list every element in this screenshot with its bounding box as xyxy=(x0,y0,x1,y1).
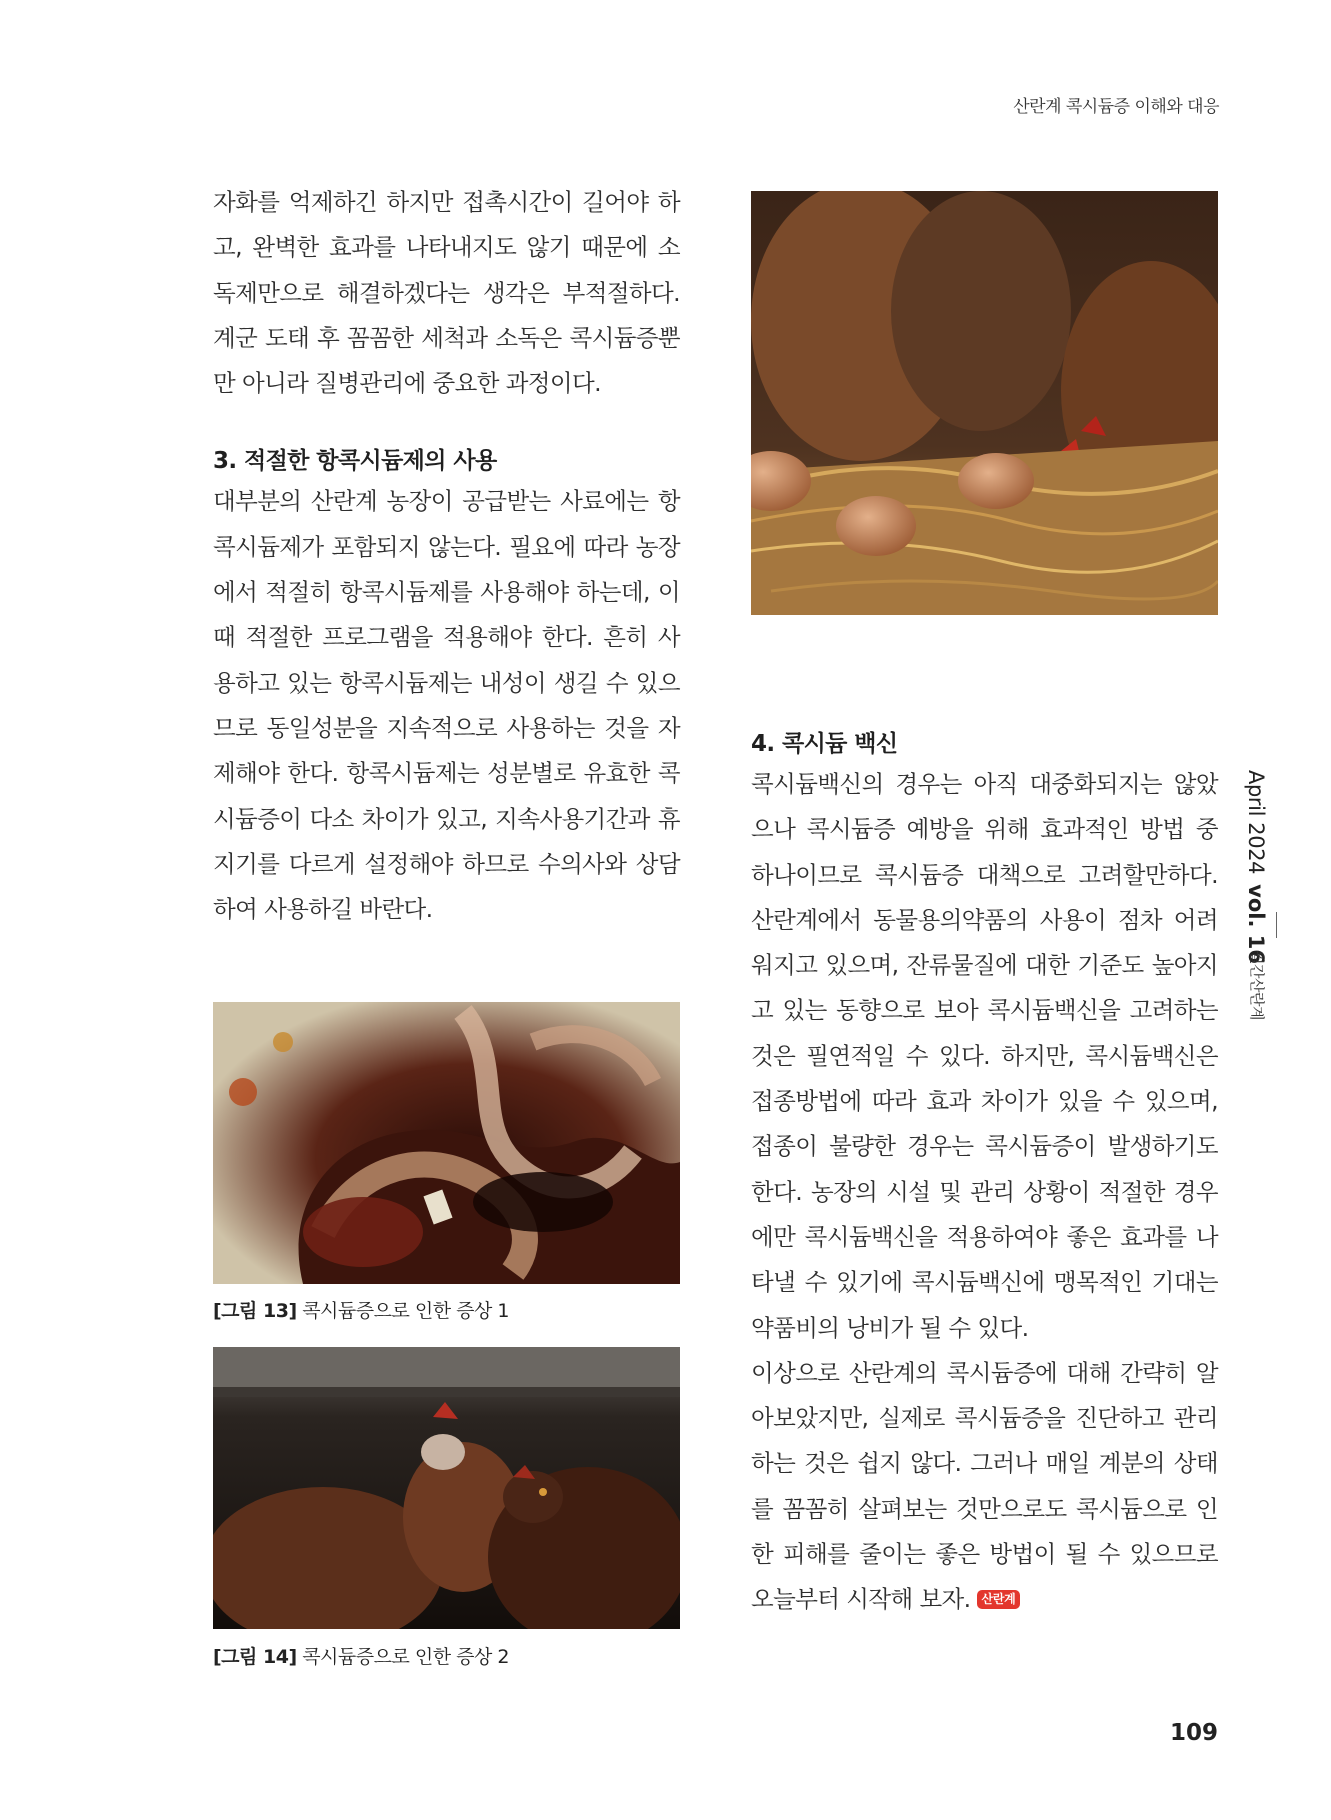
conclusion-text: 이상으로 산란계의 콕시듐증에 대해 간략히 알아보았지만, 실제로 콕시듐증을 진단하고 관리하는 것은 쉽지 않다. 그러나 매일 계분의 상태를 꼼꼼히 살펴보는 것만으로도 콕시듐으로 인한 피해를 줄이는 좋은 방법이 될 수 있으므로 오늘부터 시작해 보자. xyxy=(751,1358,1218,1614)
page-number: 109 xyxy=(1169,1720,1218,1746)
conclusion-paragraph xyxy=(751,1351,1218,1623)
left-column xyxy=(213,180,680,932)
right-column xyxy=(751,725,1218,1623)
figure-13-text: 콕시듐증으로 인한 증상 1 xyxy=(302,1300,509,1322)
hens-eggs-photo xyxy=(751,191,1218,615)
figure-13-photo xyxy=(213,1002,680,1284)
figure-14-photo xyxy=(213,1347,680,1629)
section4-heading: 4. 콕시듐 백신 xyxy=(751,731,898,757)
figure-14-text: 콕시듐증으로 인한 증상 2 xyxy=(302,1646,509,1668)
running-title: 산란계 콕시듐증 이해와 대응 xyxy=(1013,97,1219,117)
figure-14-caption xyxy=(213,1642,509,1669)
magazine-name: 월간산란계 xyxy=(1248,950,1266,1020)
side-divider xyxy=(1276,912,1277,938)
issue-volume: vol. 16 xyxy=(1244,884,1268,964)
issue-marker xyxy=(1244,770,1268,964)
figure-13-caption xyxy=(213,1296,509,1323)
intro-paragraph: 자화를 억제하긴 하지만 접촉시간이 길어야 하고, 완벽한 효과를 나타내지도 않기 때문에 소독제만으로 해결하겠다는 생각은 부적절하다. 계군 도태 후 꼼꼼한 세척과 소독은 콕시듐증뿐만 아니라 질병관리에 중요한 과정이다. xyxy=(213,188,680,398)
figure-14-label: [그림 14] xyxy=(213,1646,297,1668)
section3-heading: 3. 적절한 항콕시듐제의 사용 xyxy=(213,448,497,475)
section4-paragraph: 콕시듐백신의 경우는 아직 대중화되지는 않았으나 콕시듐증 예방을 위해 효과적인 방법 중 하나이므로 콕시듐증 대책으로 고려할만하다. 산란계에서 동물용의약품의 사용이 점차 어려워지고 있으며, 잔류물질에 대한 기준도 높아지고 있는 동향으로 보아 콕시듐백신을 고려하는 것은 필연적일 수 있다. 하지만, 콕시듐백신은 접종방법에 따라 효과 차이가 있을 수 있으며, 접종이 불량한 경우는 콕시듐증이 발생하기도 한다. 농장의 시설 및 관리 상황이 적절한 경우에만 콕시듐백신을 적용하여야 좋은 효과를 나타낼 수 있기에 콕시듐백신에 맹목적인 기대는 약품비의 낭비가 될 수 있다. xyxy=(751,770,1218,1342)
end-mark-badge: 산란계 xyxy=(977,1590,1021,1609)
section3-paragraph: 대부분의 산란계 농장이 공급받는 사료에는 항콕시듐제가 포함되지 않는다. 필요에 따라 농장에서 적절히 항콕시듐제를 사용해야 하는데, 이때 적절한 프로그램을 적용해야 한다. 흔히 사용하고 있는 항콕시듐제는 내성이 생길 수 있으므로 동일성분을 지속적으로 사용하는 것을 자제해야 한다. 항콕시듐제는 성분별로 유효한 콕시듐증이 다소 차이가 있고, 지속사용기간과 휴지기를 다르게 설정해야 하므로 수의사와 상담하여 사용하길 바란다. xyxy=(213,487,680,924)
issue-date: April 2024 xyxy=(1244,770,1268,875)
figure-13-label: [그림 13] xyxy=(213,1300,297,1322)
